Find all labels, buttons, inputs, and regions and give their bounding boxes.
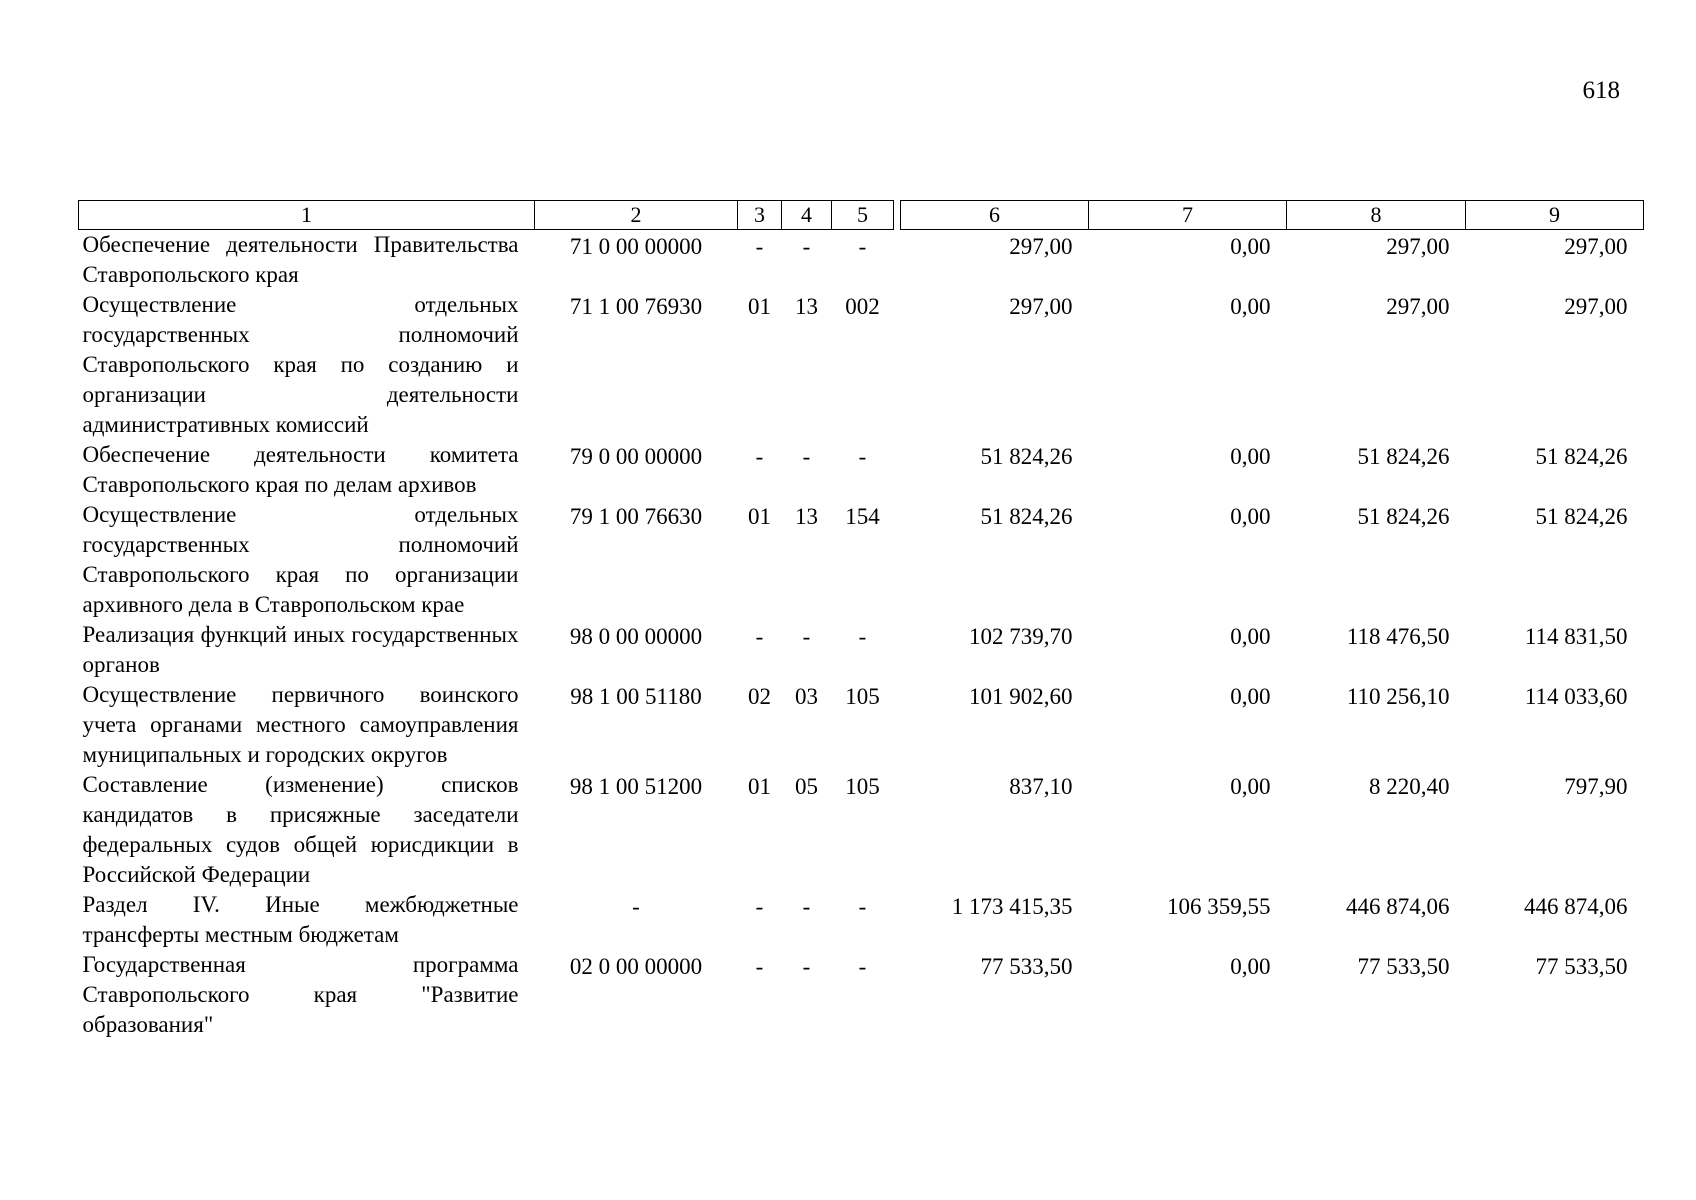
row-col-5: - [858,234,867,259]
row-col-7: 0,00 [1230,234,1271,259]
row-col-6: 837,10 [1009,774,1073,799]
row-col-8: 51 824,26 [1357,504,1450,529]
header-col-5: 5 [832,201,894,230]
row-col-8: 297,00 [1386,234,1450,259]
row-col-8: 8 220,40 [1369,774,1450,799]
row-col-6: 1 173 415,35 [951,894,1073,919]
table-row [79,440,1644,500]
row-col-4: - [802,624,811,649]
header-col-8: 8 [1287,201,1466,230]
row-col-7: 0,00 [1230,504,1271,529]
row-col-9: 114 033,60 [1524,684,1628,709]
row-code: 79 1 00 76630 [569,504,703,529]
row-name: Составление (изменение) списков кандидатов в присяжные заседатели федеральных судов общей юрисдикции в Российской Федерации [82,772,519,887]
row-col-3: 01 [748,774,771,799]
row-gap [894,290,901,440]
row-col-3: 01 [748,294,771,319]
header-col-1: 1 [79,201,535,230]
header-col-9: 9 [1466,201,1644,230]
row-col-6: 101 902,60 [969,684,1073,709]
row-col-8: 51 824,26 [1357,444,1450,469]
row-col-6: 51 824,26 [980,444,1073,469]
row-col-4: - [802,234,811,259]
table-row [79,890,1644,950]
row-col-5: - [858,444,867,469]
row-code: 71 1 00 76930 [569,294,703,319]
row-col-6: 51 824,26 [980,504,1073,529]
row-col-8: 110 256,10 [1346,684,1450,709]
row-col-4: - [802,954,811,979]
row-col-3: - [755,624,764,649]
row-col-6: 297,00 [1009,234,1073,259]
row-col-3: 01 [748,504,771,529]
column-number-header-row [79,201,1644,230]
row-col-6: 297,00 [1009,294,1073,319]
table-row [79,230,1644,291]
row-col-3: - [755,234,764,259]
row-col-7: 0,00 [1230,774,1271,799]
row-col-6: 77 533,50 [980,954,1073,979]
row-code: 98 1 00 51200 [569,774,703,799]
row-gap [894,680,901,770]
row-col-4: 13 [795,294,818,319]
row-col-9: 51 824,26 [1535,504,1628,529]
row-col-9: 77 533,50 [1535,954,1628,979]
row-col-9: 297,00 [1564,294,1628,319]
row-col-4: 03 [795,684,818,709]
row-name: Осуществление отдельных государственных полномочий Ставропольского края по созданию и организации деятельности административных комиссий [82,292,519,437]
header-col-4: 4 [782,201,832,230]
row-col-7: 0,00 [1230,684,1271,709]
row-name: Государственная программа Ставропольского края "Развитие образования" [82,952,519,1037]
row-code: 02 0 00 00000 [569,954,703,979]
row-code: - [632,894,640,919]
header-col-2: 2 [535,201,738,230]
row-code: 71 0 00 00000 [569,234,703,259]
row-col-5: 154 [845,504,880,529]
row-col-4: - [802,444,811,469]
row-col-4: - [802,894,811,919]
row-col-8: 297,00 [1386,294,1450,319]
row-col-5: 105 [845,774,880,799]
row-col-6: 102 739,70 [969,624,1073,649]
row-col-5: 105 [845,684,880,709]
row-code: 79 0 00 00000 [569,444,703,469]
row-code: 98 0 00 00000 [569,624,703,649]
row-col-3: - [755,894,764,919]
row-code: 98 1 00 51180 [570,684,702,709]
row-name: Раздел IV. Иные межбюджетные трансферты местным бюджетам [82,892,519,947]
row-name: Осуществление отдельных государственных полномочий Ставропольского края по организации архивного дела в Ставропольском крае [82,502,519,617]
row-name: Обеспечение деятельности Правительства Ставропольского края [82,232,519,287]
row-col-9: 797,90 [1564,774,1628,799]
budget-table [78,200,1644,1040]
row-col-9: 51 824,26 [1535,444,1628,469]
header-col-7: 7 [1089,201,1287,230]
table-row [79,950,1644,1040]
row-col-5: - [858,954,867,979]
row-col-3: - [755,444,764,469]
row-col-5: 002 [845,294,880,319]
row-col-8: 118 476,50 [1346,624,1450,649]
row-col-7: 0,00 [1230,624,1271,649]
row-col-3: 02 [748,684,771,709]
row-col-5: - [858,894,867,919]
row-col-4: 05 [795,774,818,799]
table-row [79,770,1644,890]
table-row [79,680,1644,770]
table-row [79,620,1644,680]
row-gap [894,890,901,950]
row-col-5: - [858,624,867,649]
row-gap [894,230,901,291]
row-col-3: - [755,954,764,979]
header-col-6: 6 [901,201,1089,230]
row-col-9: 446 874,06 [1524,894,1628,919]
row-name: Обеспечение деятельности комитета Ставропольского края по делам архивов [82,442,519,497]
row-name: Осуществление первичного воинского учета органами местного самоуправления муниципальных и городских округов [82,682,519,767]
row-col-9: 297,00 [1564,234,1628,259]
row-name: Реализация функций иных государственных органов [82,622,519,677]
row-col-7: 0,00 [1230,444,1271,469]
row-col-4: 13 [795,504,818,529]
header-col-3: 3 [738,201,782,230]
header-gap [894,201,901,230]
row-gap [894,500,901,620]
row-col-7: 106 359,55 [1167,894,1271,919]
row-col-9: 114 831,50 [1524,624,1628,649]
row-col-7: 0,00 [1230,294,1271,319]
row-col-8: 446 874,06 [1346,894,1450,919]
table-row [79,500,1644,620]
table-row [79,290,1644,440]
row-gap [894,440,901,500]
row-gap [894,770,901,890]
page-number: 618 [1582,77,1620,104]
row-gap [894,620,901,680]
row-col-8: 77 533,50 [1357,954,1450,979]
row-gap [894,950,901,1040]
row-col-7: 0,00 [1230,954,1271,979]
